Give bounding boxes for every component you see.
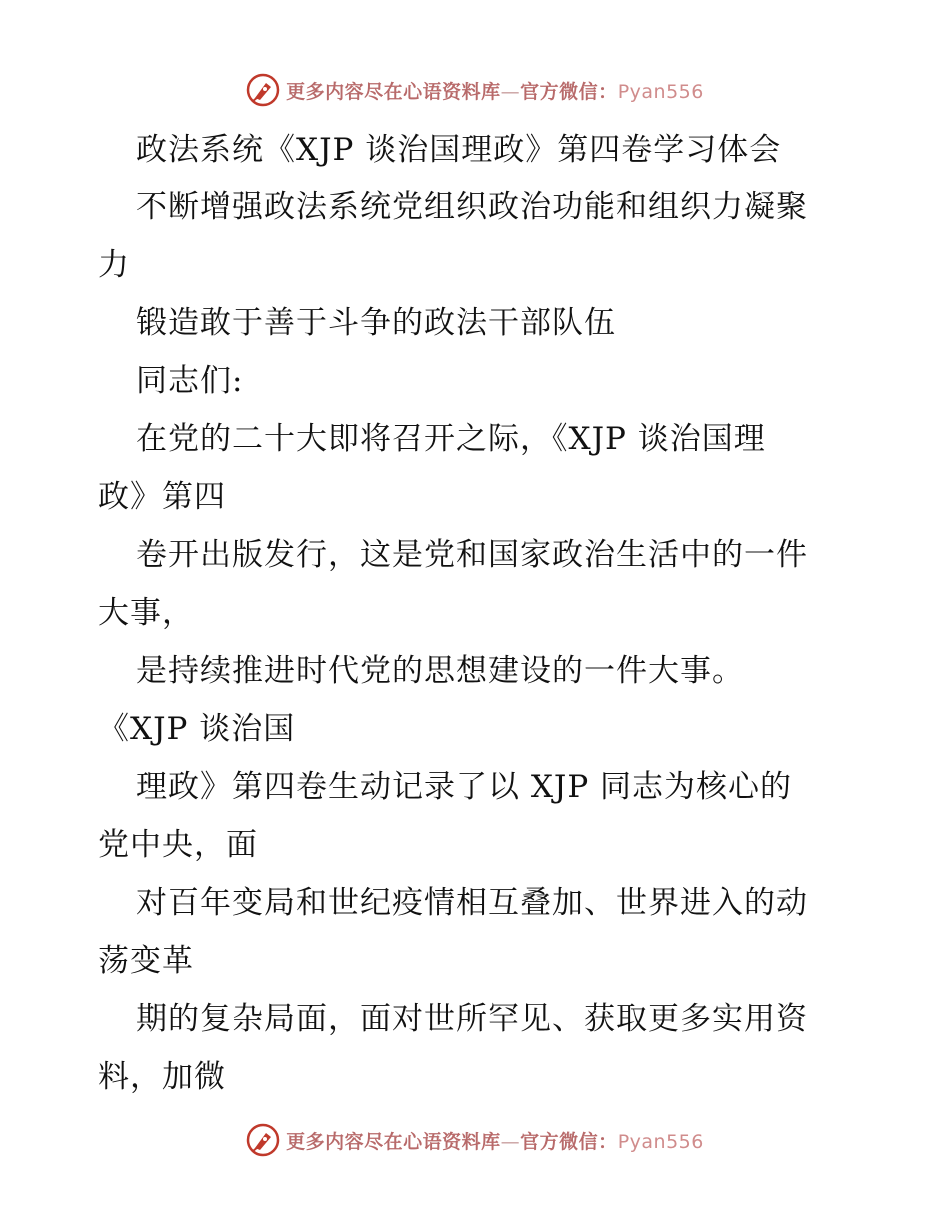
doc-paragraph-line: 党中央，面 (98, 827, 258, 863)
doc-salutation: 同志们: (136, 363, 244, 399)
doc-paragraph-line: 荡变革 (98, 943, 194, 979)
watermark-text (286, 1127, 704, 1154)
doc-paragraph-line: 期的复杂局面，面对世所罕见、获取更多实用资 (136, 1001, 808, 1037)
watermark-text (286, 77, 704, 104)
watermark-separator: — (500, 1130, 521, 1153)
watermark-wechat-label: 官方微信： (520, 1130, 618, 1153)
header-watermark-banner (0, 70, 950, 110)
doc-paragraph-line: 是持续推进时代党的思想建设的一件大事。 (136, 653, 744, 689)
watermark-wechat-id: Pyan556 (617, 80, 704, 103)
doc-title: 政法系统《XJP 谈治国理政》第四卷学习体会 (136, 132, 782, 168)
doc-paragraph-line: 理政》第四卷生动记录了以 XJP 同志为核心的 (136, 769, 793, 805)
footer-watermark-banner (0, 1120, 950, 1160)
watermark-separator: — (500, 80, 521, 103)
doc-subtitle-line: 力 (98, 247, 130, 283)
watermark-site-name: 更多内容尽在心语资料库 (286, 80, 501, 103)
watermark-site-name: 更多内容尽在心语资料库 (286, 1130, 501, 1153)
pen-nib-circle-icon (246, 1123, 280, 1157)
doc-paragraph-line: 政》第四 (98, 479, 226, 515)
doc-paragraph-line: 大事， (98, 595, 194, 631)
doc-paragraph-line: 卷开出版发行，这是党和国家政治生活中的一件 (136, 537, 808, 573)
doc-paragraph-line: 对百年变局和世纪疫情相互叠加、世界进入的动 (136, 885, 808, 921)
doc-paragraph-line: 在党的二十大即将召开之际，《XJP 谈治国理 (136, 421, 766, 457)
doc-paragraph-line: 料，加微 (98, 1059, 226, 1095)
watermark-wechat-label: 官方微信： (520, 80, 618, 103)
doc-paragraph-line: 《XJP 谈治国 (98, 711, 296, 747)
watermark-wechat-id: Pyan556 (617, 1130, 704, 1153)
pen-nib-circle-icon (246, 73, 280, 107)
doc-subtitle-line: 不断增强政法系统党组织政治功能和组织力凝聚 (136, 189, 808, 225)
doc-subtitle-line: 锻造敢于善于斗争的政法干部队伍 (136, 305, 616, 341)
